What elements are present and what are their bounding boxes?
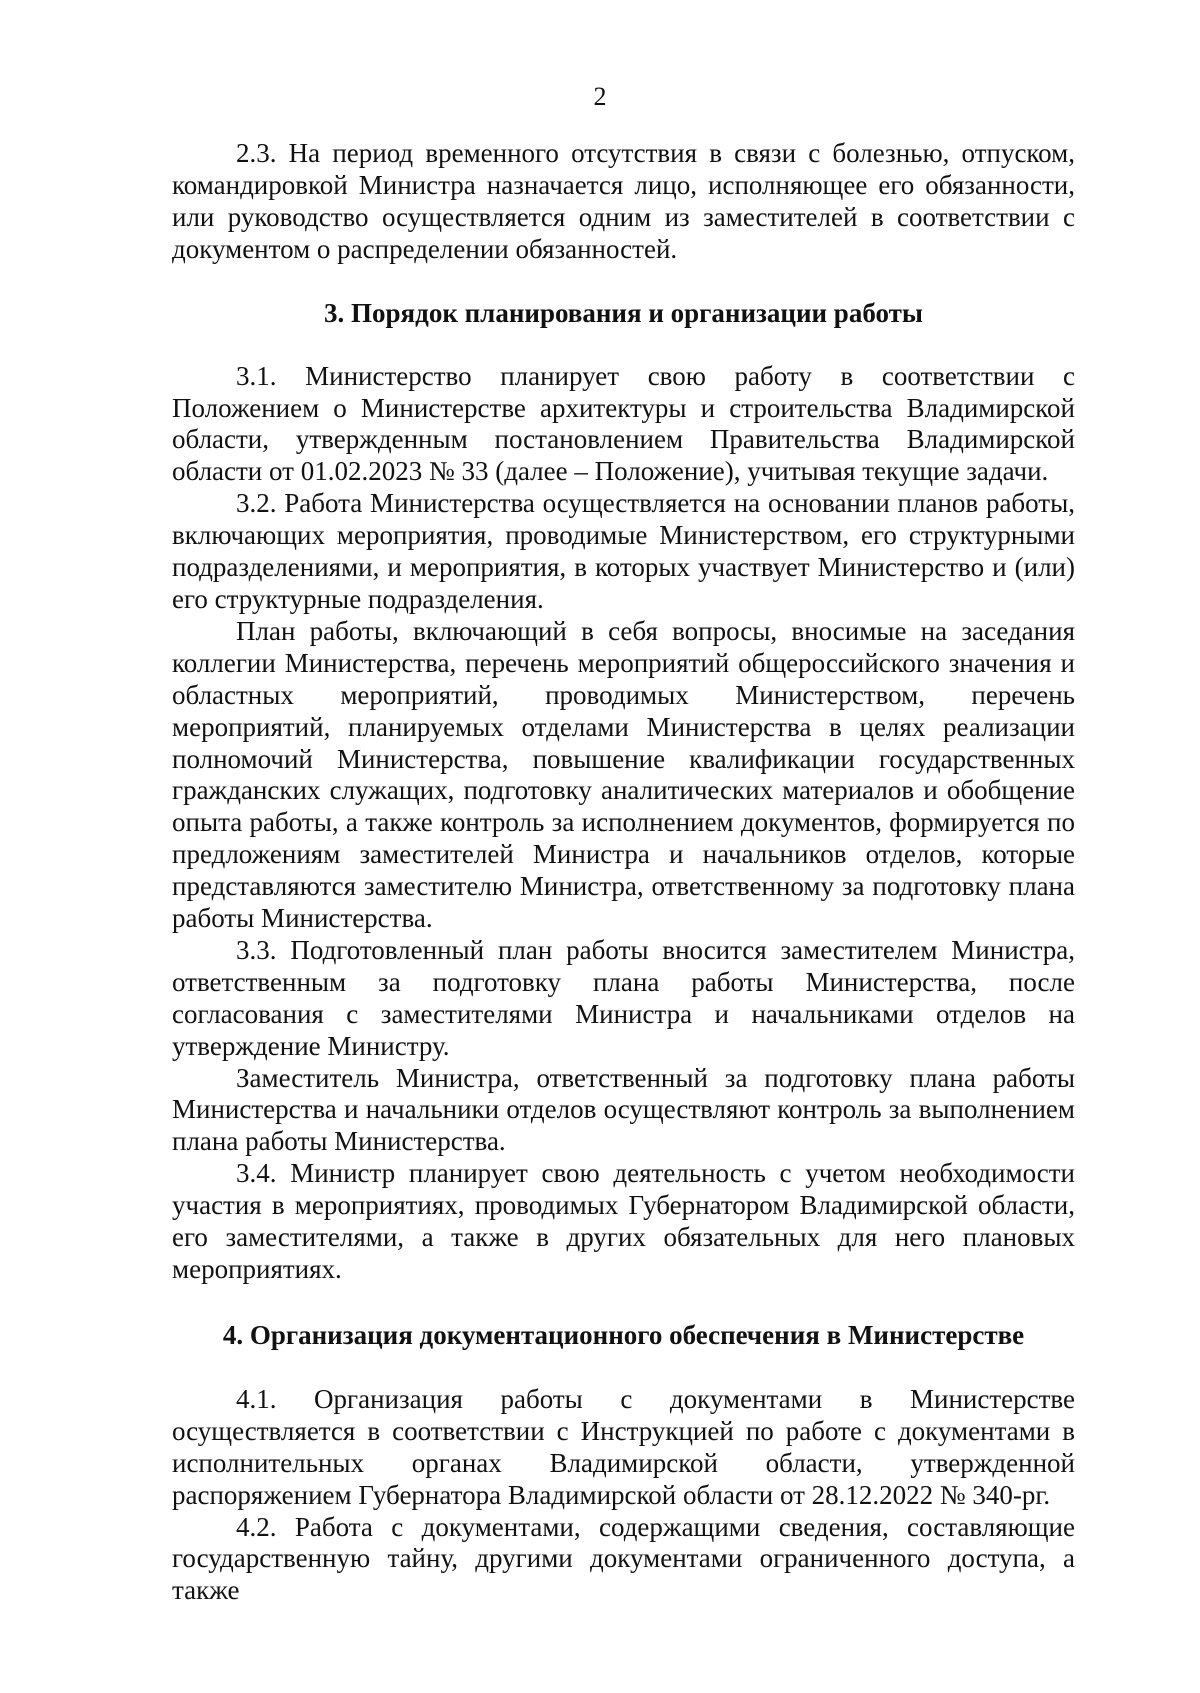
- paragraph-3-4: 3.4. Министр планирует свою деятельность с учетом необходимости участия в мероприятиях, проводимых Губернатором Владимирской области, его заместителями, а также в других обязательных для него плановых мероприятиях.: [172, 1158, 1075, 1284]
- section-3-heading: 3. Порядок планирования и организации работы: [324, 297, 923, 328]
- paragraph-2-3: 2.3. На период временного отсутствия в связи с болезнью, отпуском, командировкой Министра назначается лицо, исполняющее его обязанности, или руководство осуществляется одним из заместителей в соответствии с документом о распределении обязанностей.: [172, 138, 1075, 264]
- paragraph-3-1: 3.1. Министерство планирует свою работу в соответствии с Положением о Министерстве архитектуры и строительства Владимирской области, утвержденным постановлением Правительства Владимирской области от 01.02.2023 № 33 (далее – Положение), учитывая текущие задачи.: [172, 360, 1075, 487]
- paragraph-3-3: 3.3. Подготовленный план работы вносится заместителем Министра, ответственным за подготовку плана работы Министерства, после согласования с заместителями Министра и начальниками отделов на утверждение Министру.: [172, 934, 1075, 1061]
- document-body: [172, 138, 1075, 1607]
- paragraph-4-2: 4.2. Работа с документами, содержащими сведения, составляющие государственную тайну, другими документами ограниченного доступа, а также: [172, 1511, 1075, 1606]
- paragraph-deputy-control: Заместитель Министра, ответственный за подготовку плана работы Министерства и начальники отделов осуществляют контроль за выполнением плана работы Министерства.: [172, 1062, 1075, 1157]
- page-number: 2: [593, 82, 607, 111]
- paragraph-4-1: 4.1. Организация работы с документами в Министерстве осуществляется в соответствии с Инструкцией по работе с документами в исполнительных органах Владимирской области, утвержденной распоряжением Губернатора Владимирской области от 28.12.2022 № 340-рг.: [172, 1383, 1075, 1510]
- section-4-heading: 4. Организация документационного обеспечения в Министерстве: [222, 1319, 1025, 1350]
- paragraph-3-2: 3.2. Работа Министерства осуществляется на основании планов работы, включающих мероприятия, проводимые Министерством, его структурными подразделениями, и мероприятия, в которых участвует Министерство и (или) его структурные подразделения.: [172, 488, 1075, 614]
- paragraph-work-plan: План работы, включающий в себя вопросы, вносимые на заседания коллегии Министерства, перечень мероприятий общероссийского значения и областных мероприятий, проводимых Министерством, перечень мероприятий, планируемых отделами Министерства в целях реализации полномочий Министерства, повышение квалификации государственных гражданских служащих, подготовку аналитических материалов и обобщение опыта работы, а также контроль за исполнением документов, формируется по предложениям заместителей Министра и начальников отделов, которые представляются заместителю Министра, ответственному за подготовку плана работы Министерства.: [172, 615, 1075, 934]
